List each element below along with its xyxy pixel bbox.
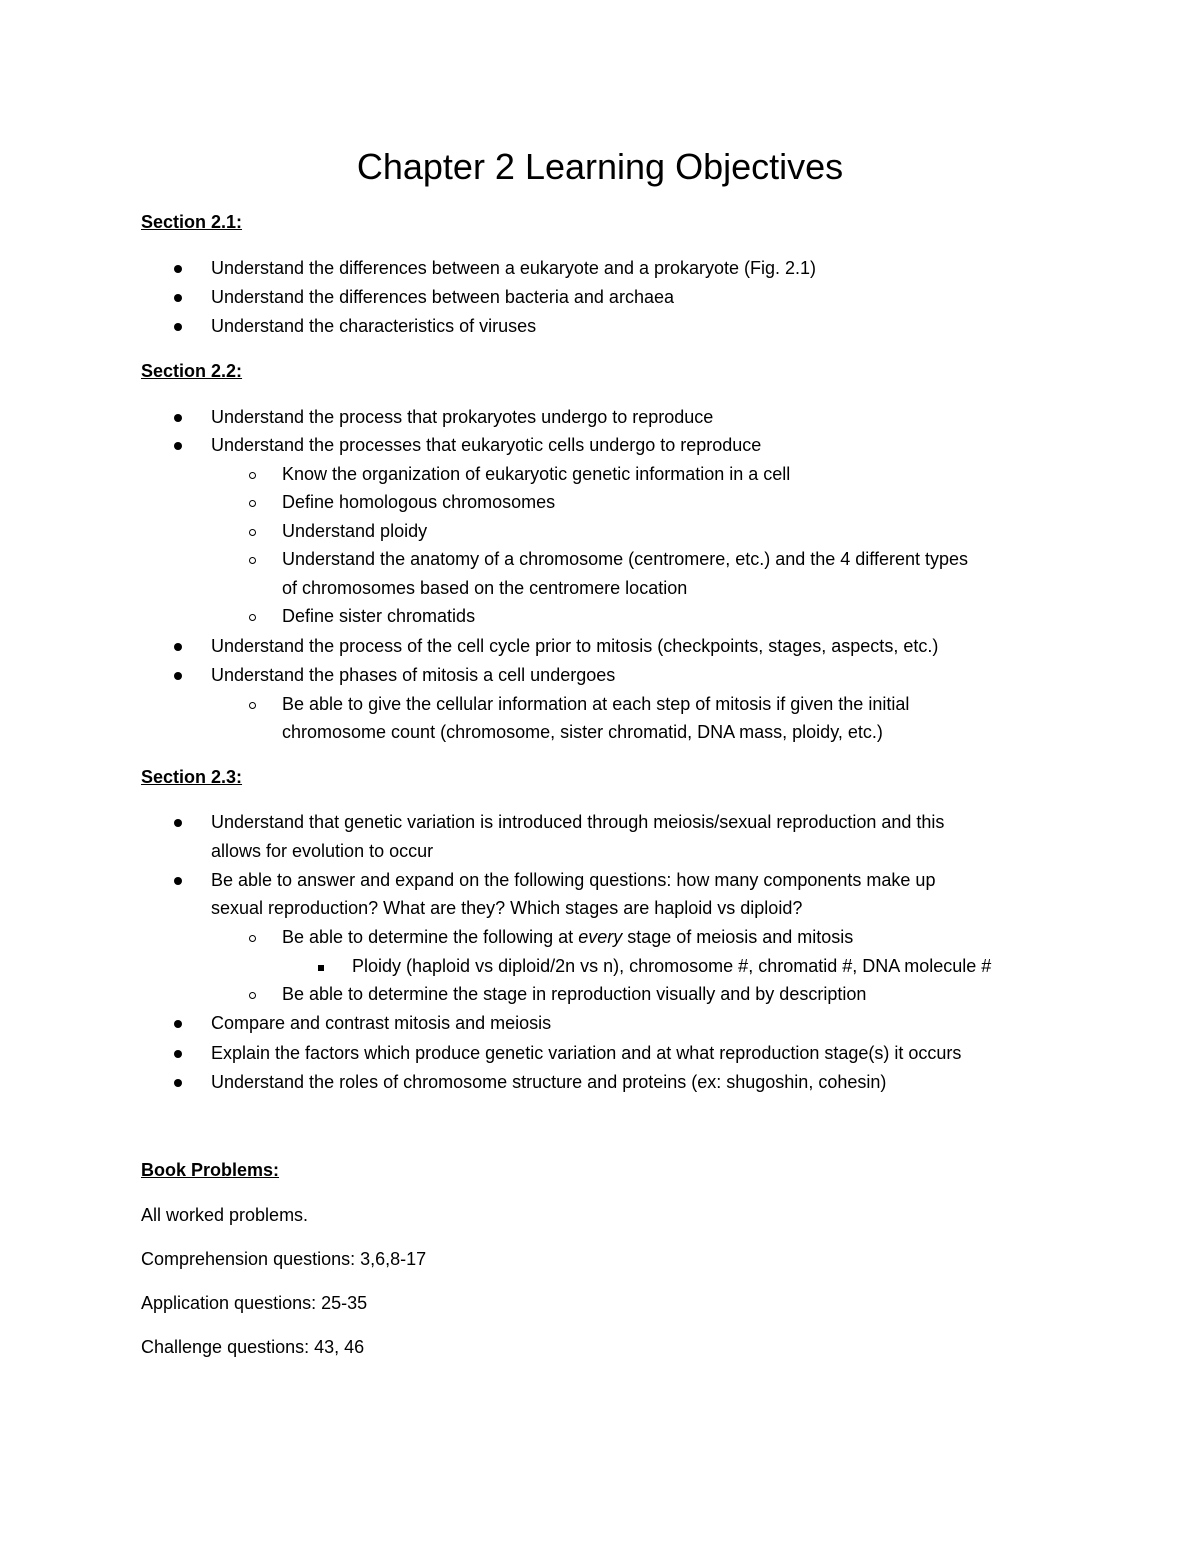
list-item: Understand the characteristics of viruses <box>211 316 537 336</box>
sub-list-item: Understand the anatomy of a chromosome (centromere, etc.) and the 4 different types <box>282 549 969 569</box>
list-item: Understand the processes that eukaryotic cells undergo to reproduce <box>211 435 762 455</box>
sub-list-item-text-start: Be able to determine the following at <box>282 927 579 947</box>
bullet-circle-icon <box>249 692 256 716</box>
bullet-disc-icon <box>174 663 182 687</box>
list-item: Understand the process of the cell cycle prior to mitosis (checkpoints, stages, aspects, etc.) <box>211 636 939 656</box>
sub-list-item: Be able to determine the stage in reproduction visually and by description <box>282 984 867 1004</box>
sub-list-item: Know the organization of eukaryotic genetic information in a cell <box>282 464 791 484</box>
bullet-circle-icon <box>249 604 256 628</box>
bullet-disc-icon <box>174 285 182 309</box>
bullet-disc-icon <box>174 314 182 338</box>
book-problems-line: All worked problems. <box>141 1205 309 1225</box>
sub-list-item: Understand ploidy <box>282 521 428 541</box>
list-item-continued: sexual reproduction? What are they? Which stages are haploid vs diploid? <box>211 898 803 918</box>
list-item: Understand the differences between bacteria and archaea <box>211 287 674 307</box>
bullet-disc-icon <box>174 1070 182 1094</box>
list-item: Understand that genetic variation is introduced through meiosis/sexual reproduction and this <box>211 812 945 832</box>
section-2-1-heading: Section 2.1: <box>141 212 243 232</box>
sub-list-item-text-end: stage of meiosis and mitosis <box>622 927 854 947</box>
book-problems-line: Comprehension questions: 3,6,8-17 <box>141 1249 427 1269</box>
bullet-circle-icon <box>249 462 256 486</box>
list-item: Understand the phases of mitosis a cell undergoes <box>211 665 616 685</box>
sub-list-item-emphasis: every <box>578 927 623 947</box>
bullet-disc-icon <box>174 634 182 658</box>
list-item: Be able to answer and expand on the following questions: how many components make up <box>211 870 936 890</box>
bullet-disc-icon <box>174 1041 182 1065</box>
bullet-square-icon <box>318 954 324 978</box>
section-2-2-heading: Section 2.2: <box>141 361 243 381</box>
bullet-disc-icon <box>174 868 182 892</box>
sub-list-item: Define homologous chromosomes <box>282 492 556 512</box>
bullet-disc-icon <box>174 433 182 457</box>
sub-list-item <box>282 925 853 949</box>
bullet-disc-icon <box>174 405 182 429</box>
bullet-circle-icon <box>249 982 256 1006</box>
list-item: Understand the differences between a eukaryote and a prokaryote (Fig. 2.1) <box>211 258 817 278</box>
list-item: Understand the roles of chromosome structure and proteins (ex: shugoshin, cohesin) <box>211 1072 887 1092</box>
section-2-3-heading: Section 2.3: <box>141 767 243 787</box>
book-problems-line: Application questions: 25-35 <box>141 1293 368 1313</box>
list-item-continued: allows for evolution to occur <box>211 841 434 861</box>
list-item: Compare and contrast mitosis and meiosis <box>211 1013 552 1033</box>
bullet-circle-icon <box>249 490 256 514</box>
sub-list-item-continued: chromosome count (chromosome, sister chromatid, DNA mass, ploidy, etc.) <box>282 722 883 742</box>
book-problems-heading: Book Problems: <box>141 1160 280 1180</box>
list-item: Explain the factors which produce genetic variation and at what reproduction stage(s) it occurs <box>211 1043 962 1063</box>
bullet-disc-icon <box>174 810 182 834</box>
bullet-circle-icon <box>249 519 256 543</box>
bullet-circle-icon <box>249 925 256 949</box>
page-title: Chapter 2 Learning Objectives <box>356 146 844 187</box>
bullet-circle-icon <box>249 547 256 571</box>
bullet-disc-icon <box>174 1011 182 1035</box>
sub-list-item: Define sister chromatids <box>282 606 476 626</box>
sub-list-item-continued: of chromosomes based on the centromere location <box>282 578 688 598</box>
sub-list-item: Be able to give the cellular information at each step of mitosis if given the initial <box>282 694 910 714</box>
sub-sub-list-item: Ploidy (haploid vs diploid/2n vs n), chromosome #, chromatid #, DNA molecule # <box>352 956 992 976</box>
list-item: Understand the process that prokaryotes undergo to reproduce <box>211 407 714 427</box>
bullet-disc-icon <box>174 256 182 280</box>
book-problems-line: Challenge questions: 43, 46 <box>141 1337 365 1357</box>
